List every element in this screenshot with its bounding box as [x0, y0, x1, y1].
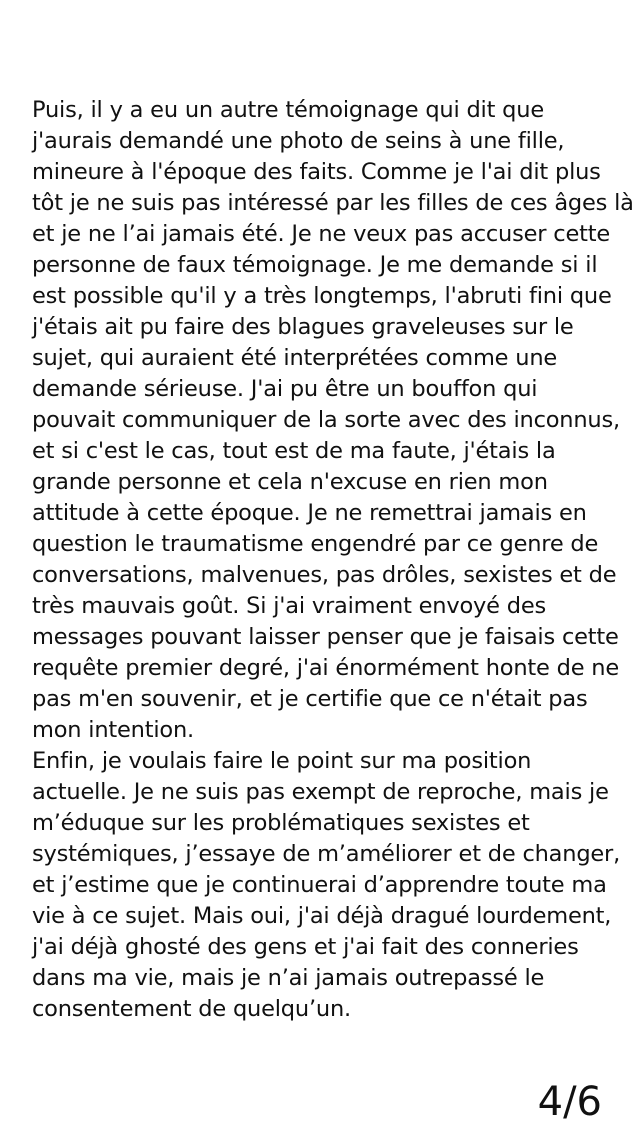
text-line: grande personne et cela n'excuse en rien mon [32, 469, 548, 495]
text-line: et je ne l’ai jamais été. Je ne veux pas accuser cette [32, 221, 610, 247]
text-line: pas m'en souvenir, et je certifie que ce n'était pas [32, 686, 588, 712]
text-line: et j’estime que je continuerai d’apprendre toute ma [32, 872, 607, 898]
text-line: systémiques, j’essaye de m’améliorer et de changer, [32, 841, 621, 867]
text-line: mineure à l'époque des faits. Comme je l'ai dit plus [32, 159, 601, 185]
text-line: messages pouvant laisser penser que je faisais cette [32, 624, 619, 650]
page-indicator: 4/6 [537, 1079, 602, 1125]
text-line: tôt je ne suis pas intéressé par les filles de ces âges là [32, 190, 634, 216]
text-line: actuelle. Je ne suis pas exempt de reproche, mais je [32, 779, 609, 805]
text-line: personne de faux témoignage. Je me demande si il [32, 252, 598, 278]
text-line: sujet, qui auraient été interprétées comme une [32, 345, 558, 371]
text-line: pouvait communiquer de la sorte avec des inconnus, [32, 407, 620, 433]
text-line: Puis, il y a eu un autre témoignage qui dit que [32, 97, 544, 123]
text-line: Enfin, je voulais faire le point sur ma position [32, 748, 532, 774]
text-line: question le traumatisme engendré par ce genre de [32, 531, 599, 557]
text-line: j'aurais demandé une photo de seins à une fille, [32, 128, 565, 154]
text-line: requête premier degré, j'ai énormément honte de ne [32, 655, 619, 681]
text-line: j'étais ait pu faire des blagues graveleuses sur le [32, 314, 574, 340]
text-line: mon intention. [32, 717, 194, 743]
text-line: j'ai déjà ghosté des gens et j'ai fait des conneries [32, 934, 579, 960]
text-line: conversations, malvenues, pas drôles, sexistes et de [32, 562, 617, 588]
text-line: attitude à cette époque. Je ne remettrai jamais en [32, 500, 587, 526]
text-line: est possible qu'il y a très longtemps, l'abruti fini que [32, 283, 612, 309]
statement-text [32, 95, 634, 1025]
text-line: vie à ce sujet. Mais oui, j'ai déjà dragué lourdement, [32, 903, 612, 929]
text-line: consentement de quelqu’un. [32, 996, 351, 1022]
text-line: dans ma vie, mais je n’ai jamais outrepassé le [32, 965, 545, 991]
text-line: demande sérieuse. J'ai pu être un bouffon qui [32, 376, 538, 402]
text-line: m’éduque sur les problématiques sexistes et [32, 810, 530, 836]
text-line: très mauvais goût. Si j'ai vraiment envoyé des [32, 593, 546, 619]
text-line: et si c'est le cas, tout est de ma faute, j'étais la [32, 438, 556, 464]
